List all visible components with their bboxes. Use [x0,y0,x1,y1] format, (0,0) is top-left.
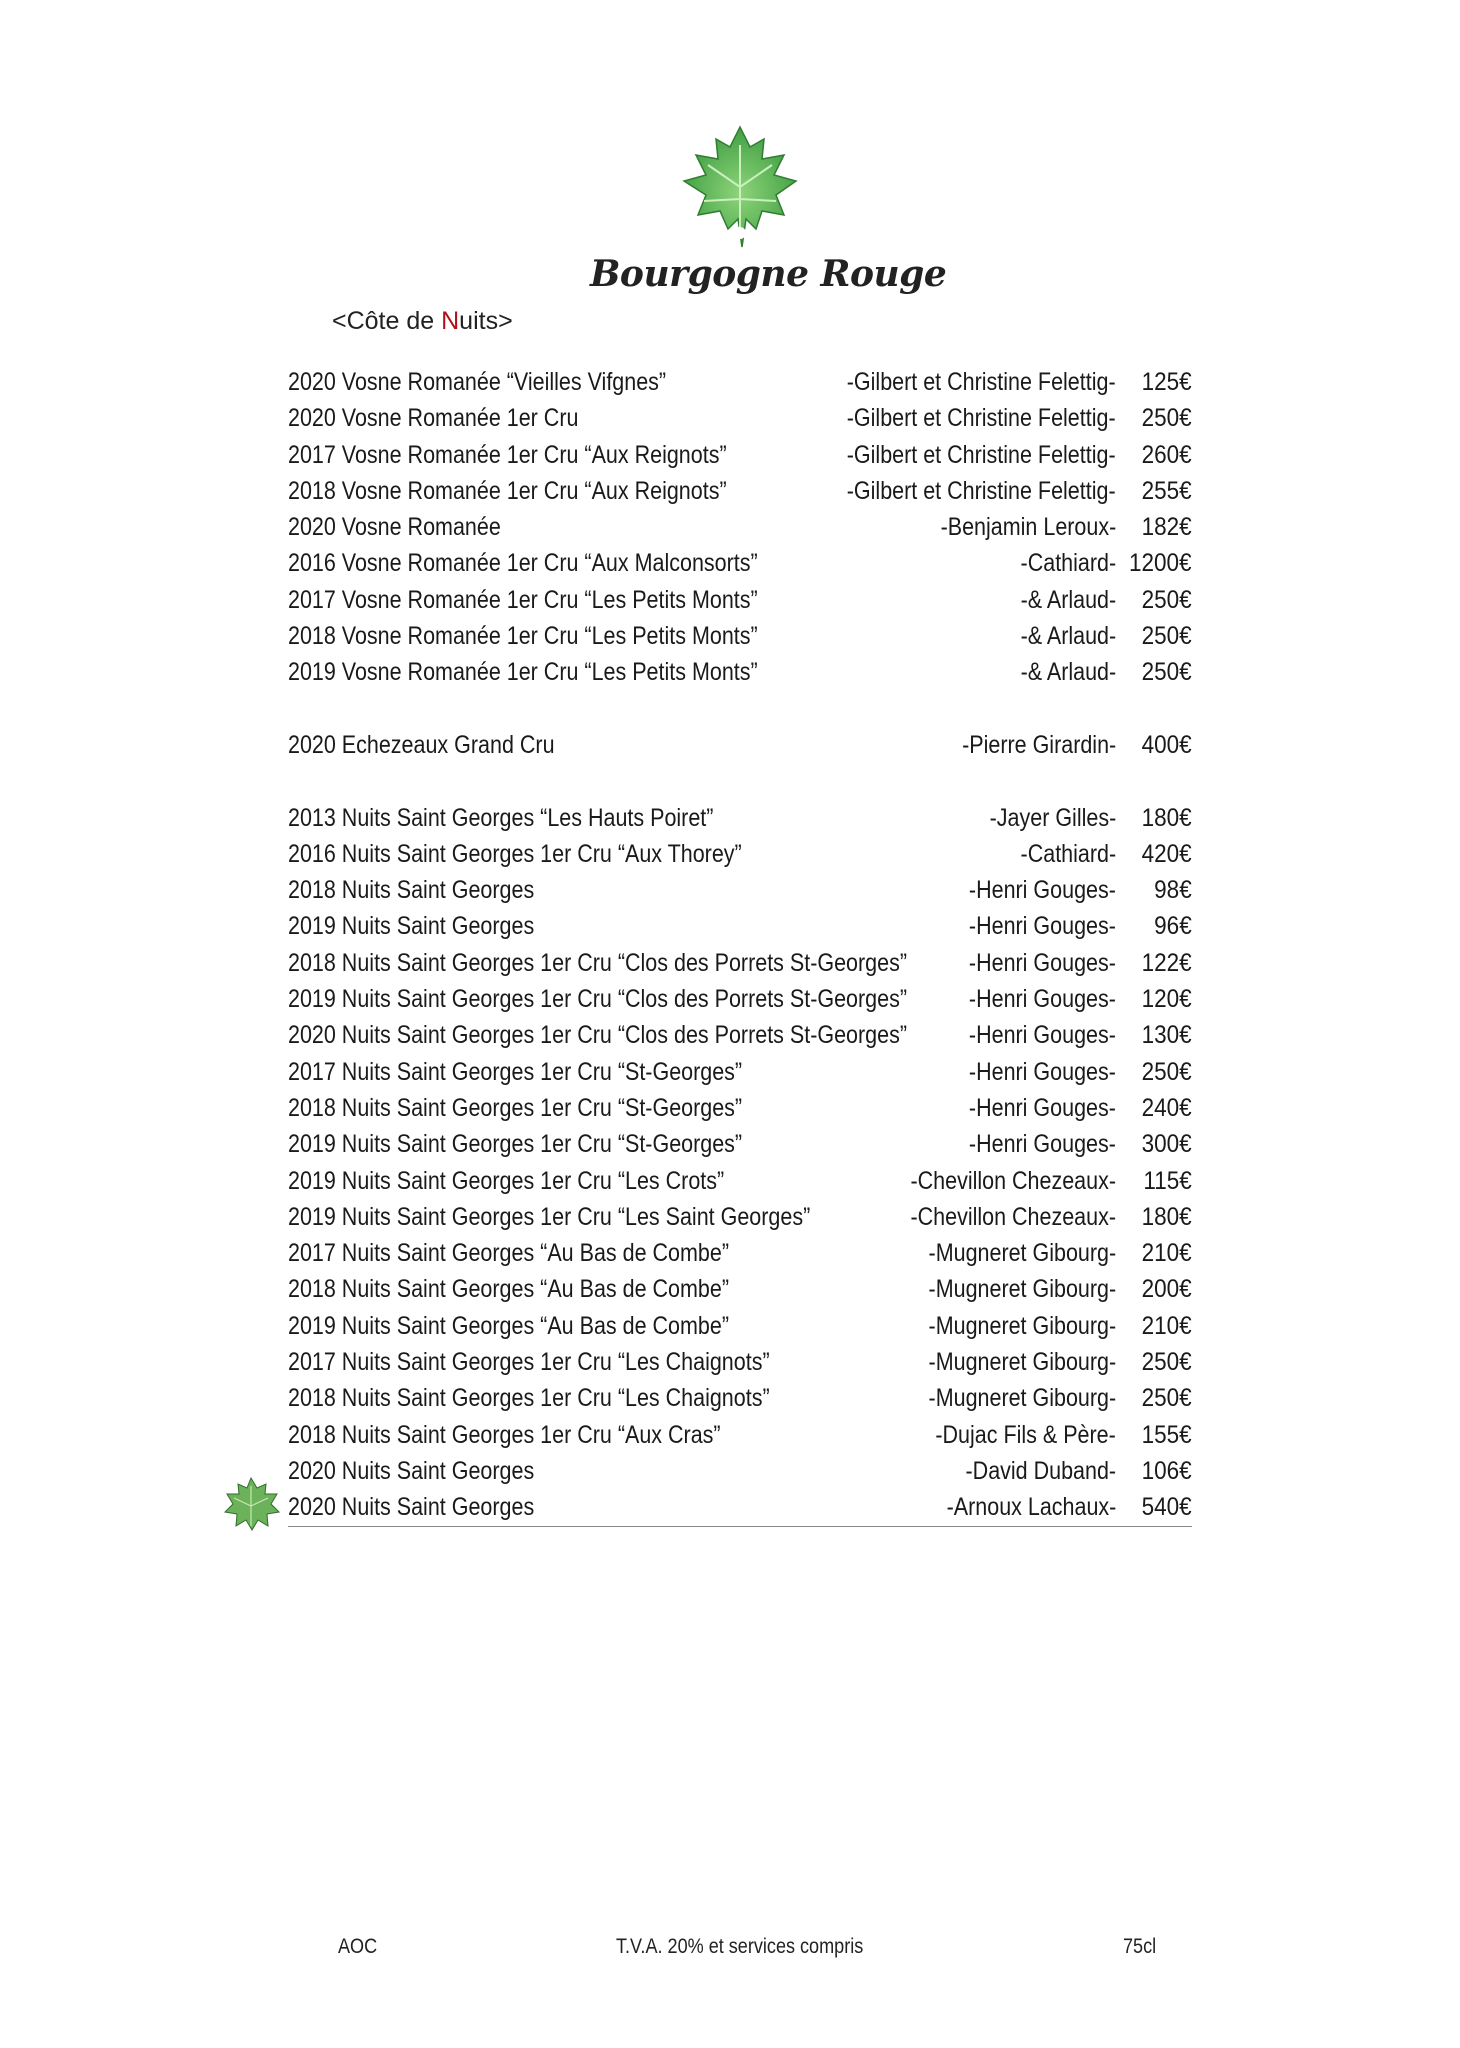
wine-row [288,872,1192,908]
wine-name: 2018 Nuits Saint Georges 1er Cru “Clos des Porrets St-Georges” [288,948,907,977]
wine-producer: -Gilbert et Christine Felettig- [847,440,1116,469]
grape-leaf-logo-icon [680,125,800,249]
wine-name: 2018 Nuits Saint Georges “Au Bas de Combe” [288,1275,729,1304]
footer-tax-note: T.V.A. 20% et services compris [616,1935,864,1958]
wine-price: 400€ [1141,730,1192,759]
wine-producer: -Mugneret Gibourg- [928,1275,1116,1304]
group-spacer [288,763,1192,799]
wine-producer: -David Duband- [965,1456,1116,1485]
wine-price: 420€ [1141,839,1192,868]
wine-producer: -Pierre Girardin- [961,730,1116,759]
wine-row [288,836,1192,872]
wine-price: 250€ [1141,1384,1192,1413]
wine-row [288,618,1192,654]
wine-price: 240€ [1141,1093,1192,1122]
wine-name: 2020 Nuits Saint Georges [288,1456,535,1485]
wine-name: 2020 Vosne Romanée 1er Cru [288,404,579,433]
wine-producer: -Gilbert et Christine Felettig- [847,368,1116,396]
wine-name: 2020 Nuits Saint Georges [288,1493,535,1522]
wine-price: 106€ [1141,1456,1192,1485]
wine-producer: -& Arlaud- [1020,658,1116,687]
grape-leaf-decoration-icon [222,1476,280,1532]
wine-name: 2018 Vosne Romanée 1er Cru “Les Petits Monts” [288,622,758,651]
wine-producer: -Mugneret Gibourg- [928,1311,1116,1340]
wine-price: 540€ [1141,1493,1192,1522]
wine-name: 2013 Nuits Saint Georges “Les Hauts Poiret” [288,803,714,832]
wine-producer: -Henri Gouges- [969,876,1116,905]
wine-row [288,1308,1192,1344]
wine-name: 2018 Nuits Saint Georges 1er Cru “Aux Cras” [288,1420,721,1449]
wine-producer: -Jayer Gilles- [989,803,1116,832]
wine-name: 2017 Nuits Saint Georges 1er Cru “St-Georges” [288,1057,743,1086]
wine-price: 250€ [1141,585,1192,614]
wine-producer: -Mugneret Gibourg- [928,1239,1116,1268]
page-title: Bourgogne Rouge [590,253,947,295]
wine-producer: -Henri Gouges- [969,1130,1116,1159]
section-heading [332,307,513,336]
wine-name: 2018 Vosne Romanée 1er Cru “Aux Reignots” [288,476,727,505]
wine-row [288,1054,1192,1090]
wine-row [288,1380,1192,1416]
wine-name: 2018 Nuits Saint Georges [288,876,535,905]
wine-price: 250€ [1141,622,1192,651]
wine-producer: -Gilbert et Christine Felettig- [847,404,1116,433]
wine-price: 98€ [1154,876,1192,905]
footer-aoc: AOC [338,1935,378,1958]
wine-row [288,509,1192,545]
wine-row [288,654,1192,690]
wine-price: 125€ [1141,368,1192,396]
wine-price: 180€ [1141,1202,1192,1231]
group-spacer [288,691,1192,727]
wine-name: 2018 Nuits Saint Georges 1er Cru “Les Chaignots” [288,1384,770,1413]
wine-name: 2019 Nuits Saint Georges 1er Cru “St-Georges” [288,1130,743,1159]
section-heading-suffix: uits> [459,307,513,335]
wine-price: 250€ [1141,1348,1192,1377]
wine-row [288,1271,1192,1307]
wine-price: 300€ [1141,1130,1192,1159]
wine-row [288,1017,1192,1053]
wine-row [288,1090,1192,1126]
footer-volume: 75cl [1123,1935,1157,1958]
wine-producer: -Cathiard- [1020,839,1116,868]
wine-price: 115€ [1143,1166,1192,1195]
wine-price: 210€ [1141,1311,1192,1340]
wine-row [288,981,1192,1017]
wine-row [288,364,1192,400]
wine-name: 2020 Nuits Saint Georges 1er Cru “Clos des Porrets St-Georges” [288,1021,907,1050]
wine-price: 250€ [1141,658,1192,687]
wine-row [288,1199,1192,1235]
wine-producer: -Chevillon Chezeaux- [910,1202,1116,1231]
wine-name: 2019 Nuits Saint Georges [288,912,535,941]
wine-producer: -Henri Gouges- [969,912,1116,941]
wine-producer: -& Arlaud- [1020,585,1116,614]
wine-producer: -Henri Gouges- [969,948,1116,977]
wine-name: 2016 Vosne Romanée 1er Cru “Aux Malconsorts” [288,549,758,578]
wine-name: 2019 Nuits Saint Georges 1er Cru “Les Saint Georges” [288,1202,811,1231]
wine-price: 250€ [1141,1057,1192,1086]
wine-producer: -Dujac Fils & Père- [935,1420,1116,1449]
wine-name: 2018 Nuits Saint Georges 1er Cru “St-Georges” [288,1093,743,1122]
wine-price: 122€ [1141,948,1192,977]
wine-name: 2017 Vosne Romanée 1er Cru “Aux Reignots” [288,440,727,469]
footer [0,1935,1460,1965]
wine-row [288,582,1192,618]
wine-producer: -Henri Gouges- [969,1021,1116,1050]
wine-price: 120€ [1141,985,1192,1014]
wine-row [288,1163,1192,1199]
wine-name: 2017 Nuits Saint Georges “Au Bas de Combe” [288,1239,729,1268]
wine-name: 2019 Nuits Saint Georges “Au Bas de Combe” [288,1311,729,1340]
wine-row [288,727,1192,763]
wine-row [288,1235,1192,1271]
wine-price: 130€ [1141,1021,1192,1050]
wine-producer: -Gilbert et Christine Felettig- [847,476,1116,505]
wine-row [288,945,1192,981]
wine-row [288,908,1192,944]
wine-producer: -Arnoux Lachaux- [946,1493,1116,1522]
wine-producer: -Henri Gouges- [969,985,1116,1014]
wine-row [288,473,1192,509]
wine-name: 2016 Nuits Saint Georges 1er Cru “Aux Thorey” [288,839,742,868]
wine-price: 180€ [1141,803,1192,832]
wine-row [288,400,1192,436]
section-heading-accent: N [441,307,460,335]
wine-producer: -Henri Gouges- [969,1093,1116,1122]
wine-producer: -& Arlaud- [1020,622,1116,651]
wine-list [288,364,1192,1527]
wine-name: 2020 Vosne Romanée [288,513,501,542]
wine-producer: -Henri Gouges- [969,1057,1116,1086]
wine-price: 210€ [1141,1239,1192,1268]
wine-producer: -Chevillon Chezeaux- [910,1166,1116,1195]
wine-price: 255€ [1141,476,1192,505]
wine-price: 96€ [1154,912,1192,941]
wine-price: 182€ [1141,513,1192,542]
wine-name: 2019 Nuits Saint Georges 1er Cru “Les Crots” [288,1166,725,1195]
wine-name: 2017 Vosne Romanée 1er Cru “Les Petits Monts” [288,585,758,614]
wine-price: 250€ [1141,404,1192,433]
wine-name: 2019 Nuits Saint Georges 1er Cru “Clos des Porrets St-Georges” [288,985,907,1014]
wine-row [288,1489,1192,1526]
wine-price: 260€ [1141,440,1192,469]
wine-row [288,1344,1192,1380]
wine-row [288,1126,1192,1162]
wine-row [288,437,1192,473]
wine-name: 2019 Vosne Romanée 1er Cru “Les Petits Monts” [288,658,758,687]
wine-producer: -Mugneret Gibourg- [928,1384,1116,1413]
wine-price: 1200€ [1129,549,1192,578]
wine-row [288,1453,1192,1489]
wine-row [288,800,1192,836]
wine-price: 155€ [1141,1420,1192,1449]
wine-price: 200€ [1141,1275,1192,1304]
wine-row [288,545,1192,581]
wine-name: 2020 Vosne Romanée “Vieilles Vifgnes” [288,368,667,396]
wine-producer: -Mugneret Gibourg- [928,1348,1116,1377]
wine-name: 2017 Nuits Saint Georges 1er Cru “Les Chaignots” [288,1348,770,1377]
section-heading-prefix: <Côte de [332,307,442,335]
wine-name: 2020 Echezeaux Grand Cru [288,730,555,759]
wine-producer: -Benjamin Leroux- [940,513,1116,542]
wine-producer: -Cathiard- [1020,549,1116,578]
wine-row [288,1417,1192,1453]
